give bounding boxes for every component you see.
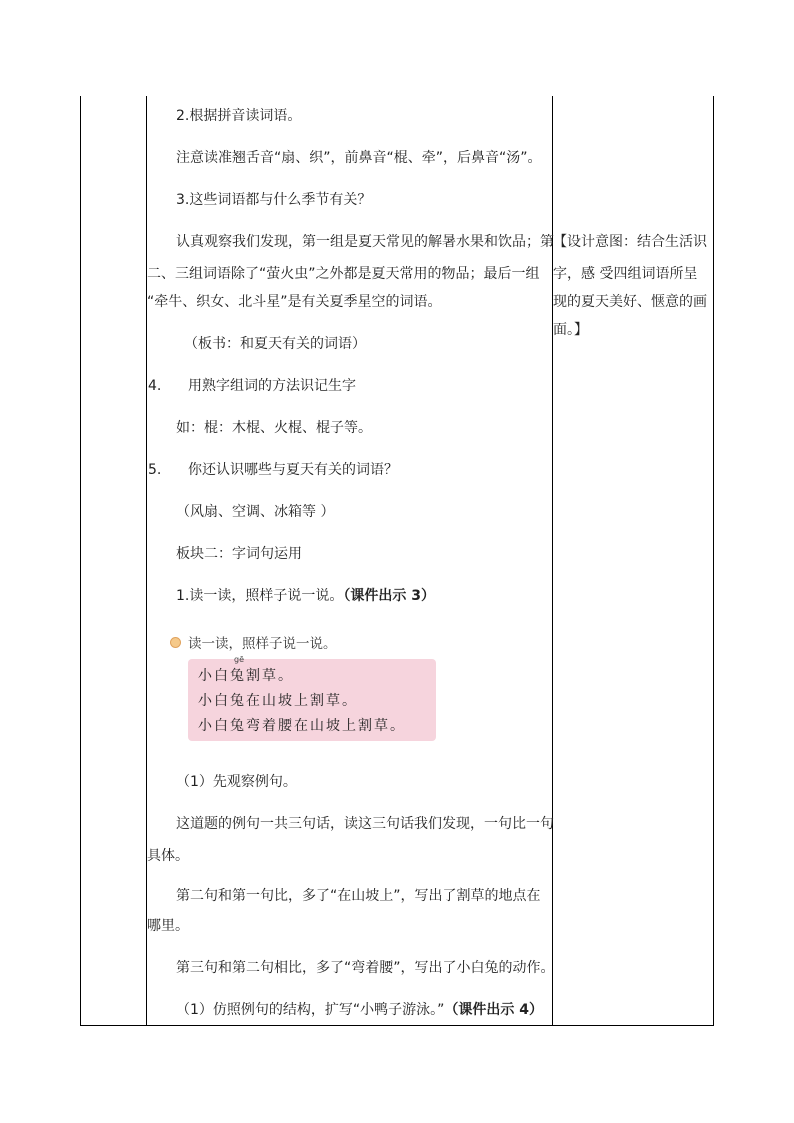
text-line: 二、三组词语除了“萤火虫”之外都是夏天常用的物品；最后一组 [147,266,540,282]
example-sentence: 小白兔在山坡上割草。 [198,693,358,709]
text-line: （板书：和夏天有关的词语） [184,336,366,352]
table-right-border [713,96,714,1026]
section-heading: 板块二：字词句运用 [176,546,302,562]
text-line: 这道题的例句一共三句话，读这三句话我们发现，一句比一句 [176,816,554,832]
example-sentence: 小白兔弯着腰在山坡上割草。 [198,718,406,734]
example-card [170,633,440,743]
example-heading-text: 读一读，照样子说一说。 [188,636,337,652]
table-bottom-border [80,1025,714,1026]
text-line [176,1000,543,1020]
courseware-ref: （课件出示 4） [444,1002,544,1018]
pinyin-annotation: gē [234,655,244,664]
circle-bullet-icon [170,637,181,648]
design-note-line: 现的夏天美好、惬意的画 [553,294,707,310]
text-span: 1.读一读，照样子说一说。 [176,588,344,604]
design-note-line: 【设计意图：结合生活识 [553,234,707,250]
example-sentence-box [188,655,436,741]
text-line: 2.根据拼音读词语。 [176,108,302,124]
list-number: 4. [148,378,162,394]
design-note-line: 面。】 [553,322,588,338]
text-line: （1）先观察例句。 [176,774,297,790]
text-line: 3.这些词语都与什么季节有关？ [176,192,372,208]
table-left-border [80,96,81,1026]
text-line: 如：棍：木棍、火棍、棍子等。 [176,420,372,436]
text-line: 具体。 [147,848,189,864]
courseware-ref: （课件出示 3） [343,588,435,604]
text-line: 第二句和第一句比，多了“在山坡上”，写出了割草的地点在 [176,888,541,904]
text-line: 用熟字组词的方法识记生字 [188,378,356,394]
design-note-line: 字，感 受四组词语所呈 [553,266,698,282]
text-line: 认真观察我们发现，第一组是夏天常见的解暑水果和饮品；第 [176,234,554,250]
text-line: 第三句和第二句相比，多了“弯着腰”，写出了小白兔的动作。 [176,960,555,976]
text-line [176,586,435,606]
text-line: “牵牛、织女、北斗星”是有关夏季星空的词语。 [147,294,442,310]
text-line: 注意读准翘舌音“扇、织”，前鼻音“棍、牵”，后鼻音“汤”。 [176,150,542,166]
text-line: （风扇、空调、冰箱等 ） [176,504,335,520]
text-line: 你还认识哪些与夏天有关的词语？ [188,462,398,478]
text-span: （1）仿照例句的结构，扩写“小鸭子游泳。” [176,1002,445,1018]
table-inner-border-left [146,96,147,1026]
list-number: 5. [148,462,162,478]
example-sentence: 小白兔割草。 [198,668,294,684]
text-line: 哪里。 [147,918,189,934]
